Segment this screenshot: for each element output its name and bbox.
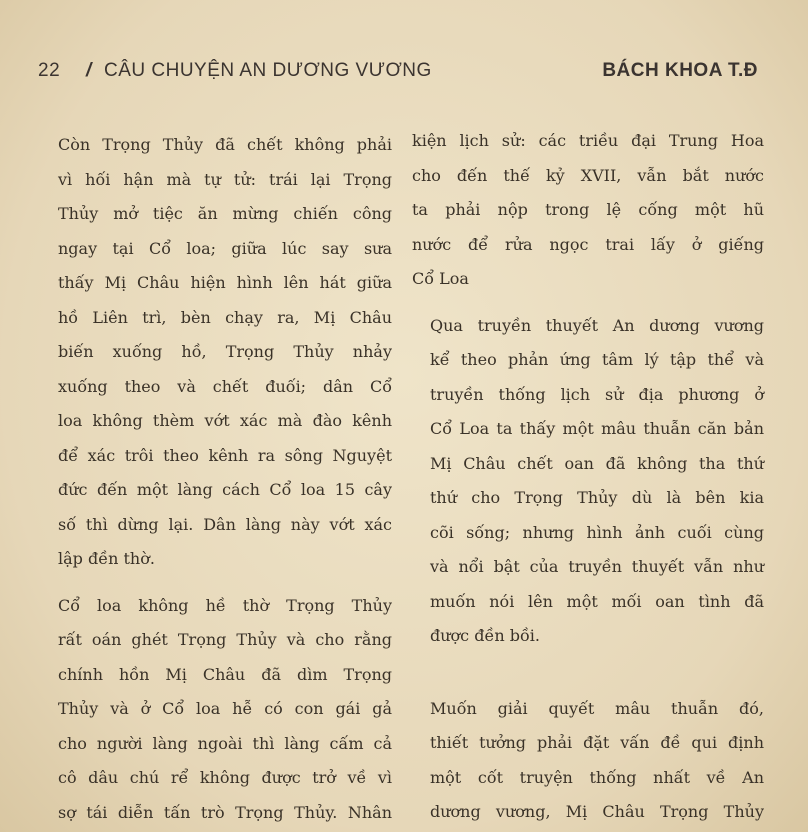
text-line: hồ Liên trì, bèn chạy ra, Mị Châu [58,307,392,327]
text-line: Qua truyền thuyết An dương vương [430,315,764,335]
paragraph [40,589,392,831]
text-line: Thủy và ở Cổ loa hễ có con gái gả [58,699,392,718]
text-line: thứ cho Trọng Thủy dù là bên kia [430,488,764,507]
paragraph [412,309,764,654]
text-line: một cốt truyện thống nhất về An [430,767,764,787]
text-line: để xác trôi theo kênh ra sông Nguyệt [58,445,392,465]
text-line: sợ tái diễn tấn trò Trọng Thủy. Nhân [58,802,392,822]
right-column [412,124,764,830]
text-line: được đền bồi. [430,626,540,645]
text-line: ta phải nộp trong lệ cống một hũ [412,200,764,219]
paragraph [40,128,392,577]
paragraph-gap [412,654,764,692]
paragraph [412,124,764,297]
text-line: loa không thèm vớt xác mà đào kênh [58,411,392,430]
text-line: Cổ Loa [412,269,469,288]
text-line: muốn nói lên một mối oan tình đã [430,591,764,611]
text-line: Thủy mở tiệc ăn mừng chiến công [58,204,392,223]
text-line: cho người làng ngoài thì làng cấm cả [58,733,392,753]
text-line: vì hối hận mà tự tử: trái lại Trọng [58,169,392,189]
header-separator: / [86,60,92,81]
text-line: Mị Châu chết oan đã không tha thứ [430,453,764,473]
text-line: Còn Trọng Thủy đã chết không phải [58,135,392,154]
text-line: kể theo phản ứng tâm lý tập thể và [430,350,764,369]
text-line: xuống theo và chết đuối; dân Cổ [58,376,392,396]
text-line: thấy Mị Châu hiện hình lên hát giữa [58,273,392,292]
text-line: biến xuống hồ, Trọng Thủy nhảy [58,342,392,361]
text-line: truyền thống lịch sử địa phương ở [430,384,764,404]
publication-name: BÁCH KHOA T.Đ [602,60,758,81]
text-line: thiết tưởng phải đặt vấn đề qui định [430,733,764,752]
text-line: Muốn giải quyết mâu thuẫn đó, [430,698,764,718]
text-line: số thì dừng lại. Dân làng này vớt xác [58,514,392,534]
text-line: lập đền thờ. [58,549,155,568]
text-line: nước để rửa ngọc trai lấy ở giếng [412,234,764,254]
text-line: cõi sống; nhưng hình ảnh cuối cùng [430,522,764,542]
text-line: chính hồn Mị Châu đã dìm Trọng [58,664,392,684]
text-line: và nổi bật của truyền thuyết vẫn như [430,557,764,576]
text-line: cô dâu chú rể không được trở về vì [58,768,392,787]
paragraph [412,692,764,830]
text-line: ngay tại Cổ loa; giữa lúc say sưa [58,238,392,258]
text-line: Cổ Loa ta thấy một mâu thuẫn căn bản [430,419,764,438]
article-title: CÂU CHUYỆN AN DƯƠNG VƯƠNG [104,60,432,81]
text-line: kiện lịch sử: các triều đại Trung Hoa [412,131,764,150]
page-number: 22 [38,60,61,81]
text-line: Cổ loa không hề thờ Trọng Thủy [58,595,392,615]
text-line: đức đến một làng cách Cổ loa 15 cây [58,480,392,499]
paragraph-gap [412,297,764,309]
left-column [40,128,392,830]
page-header [38,60,758,90]
paragraph-gap [40,577,392,589]
text-line: rất oán ghét Trọng Thủy và cho rằng [58,630,392,649]
text-line: cho đến thế kỷ XVII, vẫn bắt nước [412,165,764,185]
text-line: dương vương, Mị Châu Trọng Thủy [430,802,764,821]
